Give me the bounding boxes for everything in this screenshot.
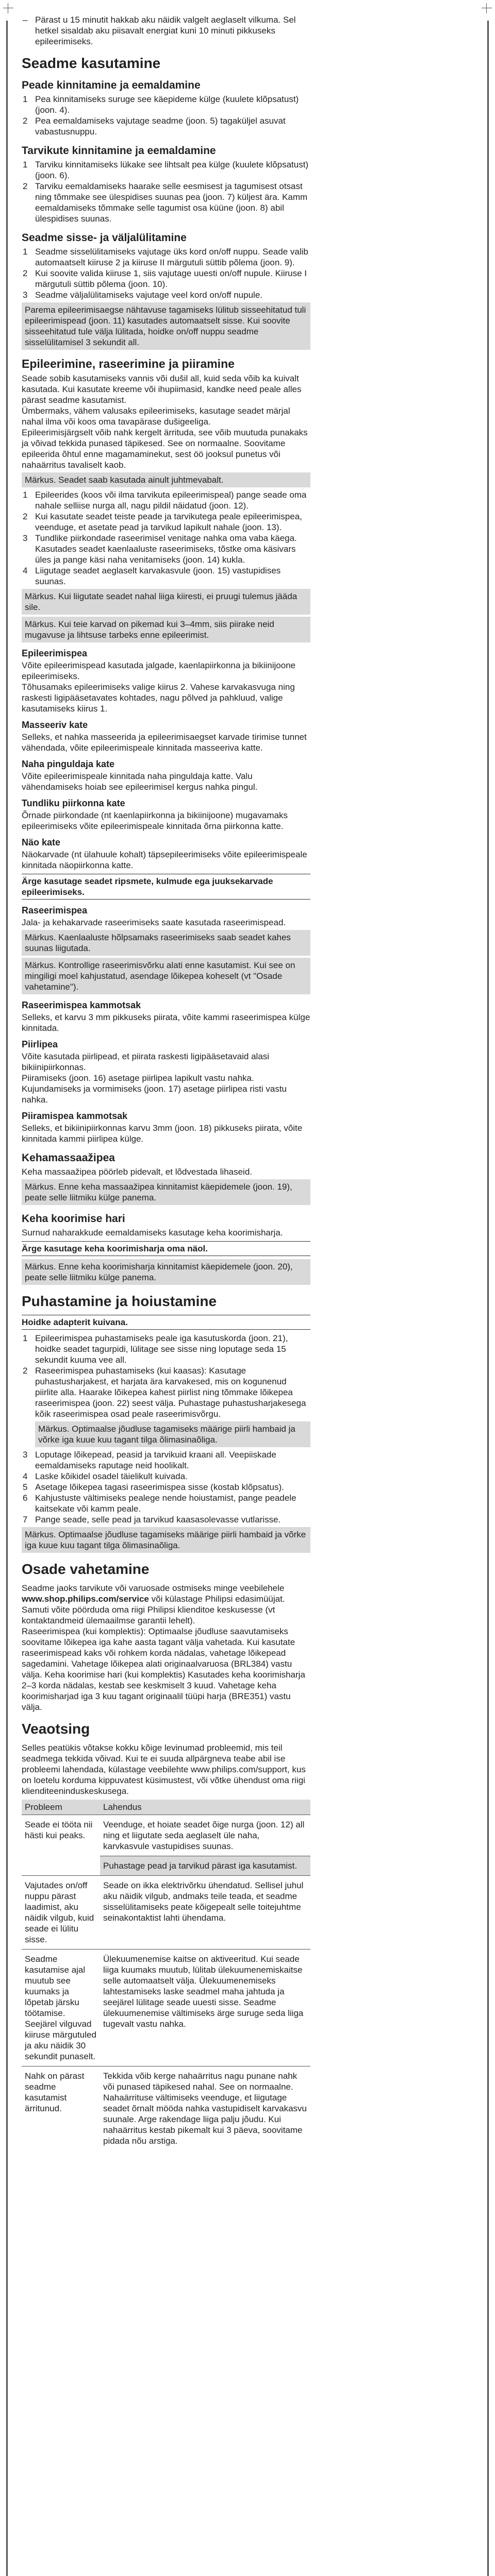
subheading: Raseerimispea kammotsak (22, 1000, 141, 1010)
solution-cell: Veenduge, et hoiate seadet õige nurga (joon. 12) all ning et liigutate seda aeglaselt üle naha, karvkasvule vastupidises suunas. (100, 1815, 310, 1856)
warning-text: Ärge kasutage seadet ripsmete, kulmude ega juuksekarvade epileerimiseks. (22, 874, 310, 900)
note-box: Märkus. Seadet saab kasutada ainult juhtmevabalt. (22, 472, 310, 487)
intro-paragraph: – Pärast u 15 minutit hakkab aku näidik valgelt aeglaselt vilkuma. Sel hetkel sisaldab aku piisavalt energiat kuni 10 minuti pikkuseks epileerimiseks. (22, 14, 310, 47)
paragraph: Õrnade piirkondade (nt kaenlapiirkonna ja bikiinijoone) mugavamaks epileerimiseks võite epileerimispeale kinnitada õrna piirkonna katte. (22, 810, 288, 831)
list-item: 1 Pea kinnitamiseks suruge see käepideme külge (kuulete klõpsatust) (joon. 4). (23, 94, 299, 115)
troubleshooting-table (22, 1800, 310, 2150)
section-title: Osade vahetamine (22, 1561, 150, 1577)
step-list (22, 1449, 310, 1525)
subsection-title: Keha koorimise hari (22, 1213, 125, 1225)
list-item: 4 Laske kõikidel osadel täielikult kuivada. (23, 1471, 188, 1481)
step-list (22, 1333, 310, 1419)
list-item: 7 Pange seade, selle pead ja tarvikud kaasasolevasse vutlarisse. (23, 1515, 281, 1524)
subheading: Raseerimispea (22, 905, 88, 916)
column-header: Lahendus (100, 1800, 310, 1815)
table-header-row (22, 1800, 310, 1815)
step-list (22, 94, 310, 137)
paragraph: Raseerimispea (kui komplektis): Optimaalse jõudluse saavutamiseks soovitame lõikepea iga kahe aasta tagant välja vahetada. Kui kasutate raseerimispead kaks või rohkem korda nädalas, vahetage lõikepead sagedamini. Vahetage lõikepea alati originaalvaruosa (BRL384) vastu välja. Keha koorimise hari (kui komplektis) Kasutades keha koorimisharja 2–3 korda nädalas, kestab see keskmiselt 3 kuud. Vahetage keha koorimisharjad iga 3 kuu tagant originaalil tüüpi harja (BRE351) vastu välja. (22, 1626, 305, 1712)
text-column (22, 14, 310, 2150)
paragraph: Jala- ja kehakarvade raseerimiseks saate kasutada raseerimispead. (22, 918, 286, 927)
warning-text: Ärge kasutage keha koorimisharja oma näol. (22, 1241, 310, 1256)
solution-cell: Ülekuumenemise kaitse on aktiveeritud. Kui seade liiga kuumaks muutub, lülitab ülekuumenemiskaitse selle automaatselt välja. Ülekuumenemiseks lahtestamiseks laske seadmel maha jahtuda ja seejärel lülitage seade uuesti sisse. Seadme ülekuumenemise vältimiseks ärge suruge seda liiga tugevalt vastu nahka. (100, 1950, 310, 2066)
step-list (22, 246, 310, 300)
note-box: Märkus. Optimaalse jõudluse tagamiseks määrige piirli hambaid ja võrke iga kuue kuu tagant tilga õlimasinaõliga. (35, 1421, 310, 1447)
note-box: Parema epileerimisaegse nähtavuse tagamiseks lülitub sisseehitatud tuli epileerimispead (joon. 11) kasutades automaatselt sisse. Kui soovite sisseehitatud tule välja lülitada, hoidke on/off nuppu seadme sisselülitamisel 3 sekundit all. (22, 302, 310, 350)
list-item: 3 Tundlike piirkondade raseerimisel venitage nahka oma vaba käega. Kasutades seadet kaenlaaluste raseerimiseks, tõstke oma käsivars üles ja pange käsi naha venitamiseks (joon. 14) kukla. (23, 533, 297, 565)
subheading: Piirlipea (22, 1039, 58, 1049)
paragraph: Ümbermaks, vähem valusaks epileerimiseks, kasutage seadet märjal nahal ilma või koos oma tavapärase dušigeeliga. (22, 406, 290, 427)
note-box: Märkus. Kontrollige raseerimisvõrku alati enne kasutamist. Kui see on mingiligi moel kahjustatud, asendage lõikepea koheselt (vt "Osade vahetamine"). (22, 958, 310, 994)
list-item: 6 Kahjustuste vältimiseks pealege nende hoiustamist, pange peadele kaitsekate või kamm peale. (23, 1493, 296, 1514)
paragraph: Näokarvade (nt ülahuule kohalt) täpsepileerimiseks võite epileerimispeale kinnitada näopiirkonna katte. (22, 850, 307, 870)
section-title: Seadme kasutamine (22, 55, 161, 71)
warning-text: Hoidke adapterit kuivana. (22, 1315, 310, 1330)
subsection-title: Tarvikute kinnitamine ja eemaldamine (22, 145, 216, 157)
paragraph: Võite kasutada piirlipead, et piirata raskesti ligipääsetavaid alasi bikiinipiirkonnas. Piiramiseks (joon. 16) asetage piirlipea lapikult vastu nahka. Kujundamiseks ja vormimiseks (joon. 17) asetage piirlipea risti vastu nahka. (22, 1052, 287, 1105)
solution-cell: Seade on ikka elektrivõrku ühendatud. Sellisel juhul aku näidik vilgub, andmaks teile teada, et seadme sisselülitamiseks peate kõigepealt selle toitejuhtme seinakontaktist lahti ühendama. (100, 1876, 310, 1950)
subheading: Epileerimispea (22, 648, 88, 658)
column-header: Probleem (22, 1800, 100, 1815)
paragraph: Võite epileerimispead kasutada jalgade, kaenlapiirkonna ja bikiinijoone epileerimiseks. Tõhusamaks epileerimiseks valige kiirus 2. Vahese karvakasvuga ning raskesti ligipääsetavates kohtades, nagu põlved ja pahkluud, valige kasutamiseks kiirus 1. (22, 660, 296, 714)
note-box: Märkus. Enne keha massaažipea kinnitamist käepidemele (joon. 19), peate selle liitmiku külge panema. (22, 1179, 310, 1205)
table-row (22, 1876, 310, 1950)
list-item: 4 Liigutage seadet aeglaselt karvakasvule (joon. 15) vastupidises suunas. (23, 566, 281, 586)
paragraph: Võite epileerimispeale kinnitada naha pinguldaja katte. Valu vähendamiseks hoiab see epileerimisel kergus nahka pingul. (22, 771, 258, 792)
subsection-title: Peade kinnitamine ja eemaldamine (22, 79, 201, 91)
paragraph: Surnud naharakkude eemaldamiseks kasutage keha koorimisharja. (22, 1228, 283, 1238)
paragraph: Epileerimisjärgselt võib nahk kergelt ärrituda, see võib muutuda punakaks ja võivad tekkida punased täpikesed. See on normaalne. Soovitame epileerida õhtul enne magamaminekut, sest öö jooksul punetus või nahaärritus tavaliselt kaob. (22, 428, 308, 470)
margin-rule (6, 21, 8, 2576)
note-box: Märkus. Kaenlaaluste hõlpsamaks raseerimiseks saab seadet kahes suunas liigutada. (22, 930, 310, 956)
subheading: Näo kate (22, 837, 61, 848)
list-item: 1 Seadme sisselülitamiseks vajutage üks kord on/off nuppu. Seade valib automaatselt kiiruse 2 ja kiiruse II märgutuli süttib põlema (joon. 9). (23, 247, 308, 267)
subsection-title: Kehamassaažipea (22, 1152, 115, 1164)
list-item: 2 Pea eemaldamiseks vajutage seadme (joon. 5) tagaküljel asuvat vabastusnuppu. (23, 116, 286, 137)
table-row (22, 1815, 310, 1856)
subsection-title: Epileerimine, raseerimine ja piiramine (22, 357, 235, 370)
subheading: Piiramispea kammotsak (22, 1111, 128, 1121)
step-list (22, 159, 310, 224)
table-row (22, 1950, 310, 2066)
list-item: 3 Loputage lõikepead, peasid ja tarvikuid kraani all. Veepiiskade eemaldamiseks raputage neid hoolikalt. (23, 1450, 276, 1470)
note-box: Märkus. Kui liigutate seadet nahal liiga kiiresti, ei pruugi tulemus jääda sile. (22, 589, 310, 615)
note-box: Märkus. Enne keha koorimisharja kinnitamist käepidemele (joon. 20), peate selle liitmiku külge panema. (22, 1259, 310, 1285)
solution-cell: Tekkida võib kerge nahaärritus nagu punane nahk või punased täpikesed nahal. See on normaalne. Nahaärrituse vältimiseks veenduge, et liigutage seadet õrnalt mööda nahka vastupidiselt karvakasvu suunale. Arge rakendage liiga palju jõudu. Kui nahaärritus kestab pikemalt kui 3 päeva, soovitame pidada nõu arstiga. (100, 2066, 310, 2151)
problem-cell: Seadme kasutamise ajal muutub see kuumaks ja lõpetab järsku töötamise. Seejärel vilguvad kiiruse märgutuled ja aku näidik 30 sekundit punaselt. (22, 1950, 100, 2066)
paragraph: Selleks, et nahka masseerida ja epileerimisaegset karvade tirimise tunnet vähendada, võite epileerimispeale kinnitada masseeriva katte. (22, 732, 307, 753)
shop-link[interactable]: www.shop.philips.com/service (22, 1594, 149, 1604)
problem-cell: Nahk on pärast seadme kasutamist ärritunud. (22, 2066, 100, 2151)
note-box: Märkus. Optimaalse jõudluse tagamiseks määrige piirli hambaid ja võrke iga kuue kuu tagant tilga õlimasinaõliga. (22, 1527, 310, 1553)
subheading: Naha pinguldaja kate (22, 759, 115, 769)
list-item: 2 Raseerimispea puhastamiseks (kui kaasas): Kasutage puhastusharjakest, et harjata ära karvakesed, mis on kogunenud piirlite alla. Haarake lõikepea kahest piirlist ning tõmmake lõikepea raseerimispea (joon. 22) seest välja. Puhastage puhastusharjakesega kõik raseerimispea osad peale raseerimisvõrgu. (23, 1366, 306, 1419)
registration-mark (3, 3, 13, 13)
problem-cell: Seade ei tööta nii hästi kui peaks. (22, 1815, 100, 1876)
registration-mark (482, 3, 492, 13)
list-item: 5 Asetage lõikepea tagasi raseerimispea sisse (kostab klõpsatus). (23, 1482, 284, 1492)
list-item: 3 Seadme väljalülitamiseks vajutage veel kord on/off nupule. (23, 290, 263, 300)
step-list (22, 489, 310, 587)
note-box: Märkus. Kui teie karvad on pikemad kui 3–4mm, siis piirake neid mugavuse ja lihtsuse tarbeks enne epileerimist. (22, 617, 310, 642)
section-title: Veaotsing (22, 1721, 90, 1737)
subheading: Masseeriv kate (22, 720, 88, 730)
table-row (22, 2066, 310, 2151)
paragraph: Selles peatükis võtakse kokku kõige levinumad probleemid, mis teil seadmega tekkida võivad. Kui te ei suuda allpärgneva teabe abil ise probleemi lahendada, külastage veebilehte www.philips.com/support, kus on loetelu korduma kippuvatest küsimustest, või võtke ühendust oma riigi klienditeeninduskeskusega. (22, 1743, 306, 1796)
list-item: 1 Epileerides (koos või ilma tarvikuta epileerimispeal) pange seade oma nahale selliise nurga all, nagu pildil näidatud (joon. 12). (23, 490, 307, 511)
list-item: 2 Tarviku eemaldamiseks haarake selle eesmisest ja tagumisest otsast ning tõmmake see ülespidises suunas pea (joon. 7) küljest ära. Kamm eemaldamiseks tõmmake selle tagumist osa küüne (joon. 8) abil ülespidises suunas. (23, 181, 308, 224)
list-item: 2 Kui kasutate seadet teiste peade ja tarvikutega peale epileerimispea, veenduge, et asetate pead ja tarvikud lapikult nahale (joon. 13). (23, 512, 302, 532)
solution-cell: Puhastage pead ja tarvikud pärast iga kasutamist. (100, 1856, 310, 1876)
section-title: Puhastamine ja hoiustamine (22, 1293, 217, 1309)
problem-cell: Vajutades on/off nuppu pärast laadimist, aku näidik vilgub, kuid seade ei lülitu sisse. (22, 1876, 100, 1950)
paragraph: Selleks, et bikiinipiirkonnas karvu 3mm (joon. 18) pikkuseks piirata, võite kinnitada kammi piirlipea külge. (22, 1123, 303, 1144)
margin-rule (487, 21, 489, 2576)
paragraph: Selleks, et karvu 3 mm pikkuseks piirata, võite kammi raseerimispea külge kinnitada. (22, 1012, 310, 1033)
list-item: 2 Kui soovite valida kiiruse 1, siis vajutage uuesti on/off nupule. Kiiruse I märgutuli süttib põlema (joon. 10). (23, 268, 307, 289)
paragraph: Keha massaažipea pöörleb pidevalt, et lõdvestada lihaseid. (22, 1167, 253, 1177)
paragraph: Seade sobib kasutamiseks vannis või dušil all, kuid seda võib ka kuivalt kasutada. Kui kasutate kreeme või ihupiimasid, kandke need peale alles pärast seadme kasutamist. (22, 374, 302, 405)
paragraph: Seadme jaoks tarvikute või varuosade ostmiseks minge veebilehele www.shop.philips.com/service või külastage Philipsi edasimüüjat. Samuti võite pöörduda oma riigi Philipsi klienditoe keskusesse (vt kontaktandmeid ülemaailmse garantii lehelt). (22, 1583, 285, 1625)
list-item: 1 Tarviku kinnitamiseks lükake see lihtsalt pea külge (kuulete klõpsatust) (joon. 6). (23, 160, 309, 180)
list-item: 1 Epileerimispea puhastamiseks peale iga kasutuskorda (joon. 21), hoidke seadet tagurpidi, lülitage see sisse ning loputage seda 15 sekundit kuuma vee all. (23, 1333, 288, 1365)
subsection-title: Seadme sisse- ja väljalülitamine (22, 232, 187, 244)
subheading: Tundliku piirkonna kate (22, 798, 125, 808)
